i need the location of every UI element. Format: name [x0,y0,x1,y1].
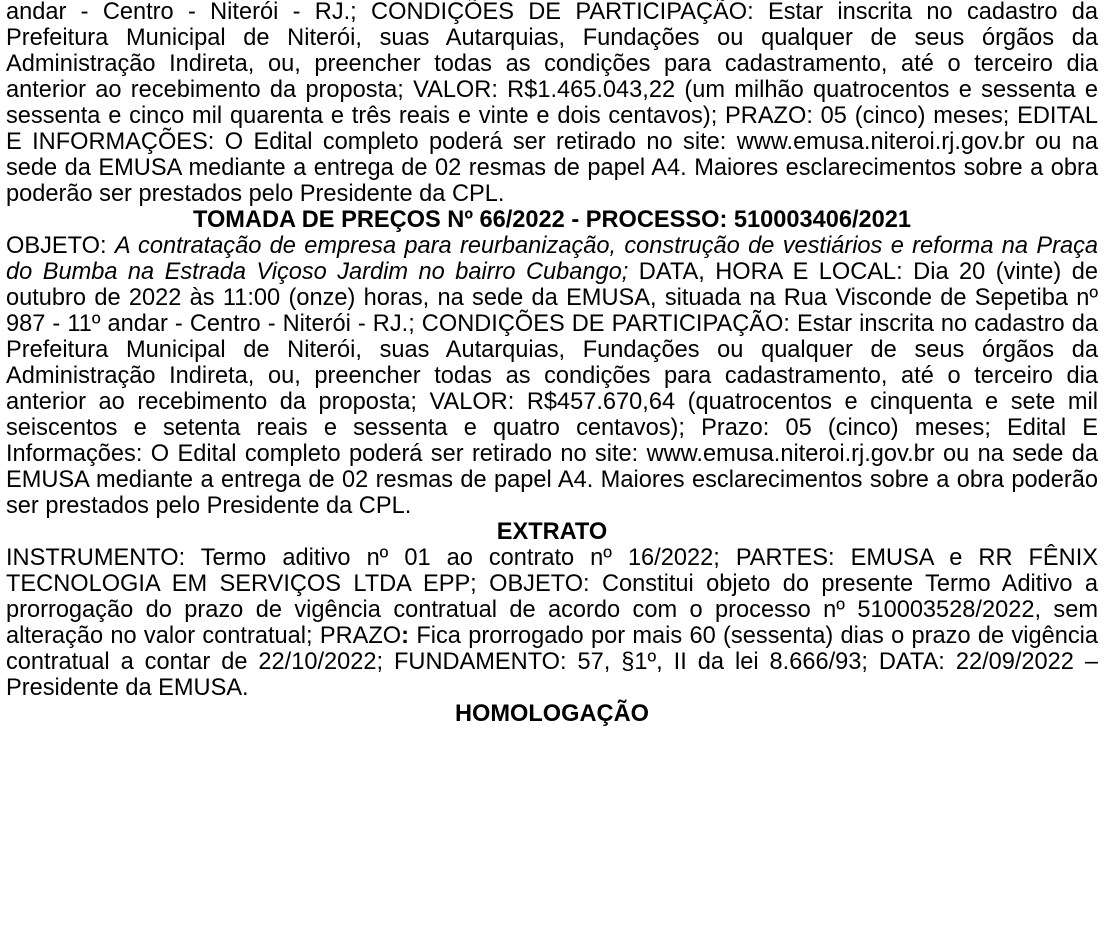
objeto-label: OBJETO: [6,233,115,259]
extrato-heading: EXTRATO [496,519,608,545]
tender-continuation-paragraph: andar - Centro - Niterói - RJ.; CONDIÇÕES DE PARTICIPAÇÃO: Estar inscrita no cadastro da Prefeitura Municipal de Niterói, suas Autarquias, Fundações ou qualquer de seus órgãos da Administração Indireta, ou, preencher todas as condições para cadastramento, até o terceiro dia anterior ao recebimento da proposta; VALOR: R$1.465.043,22 (um milhão quatrocentos e sessenta e sessenta e cinco mil quarenta e três reais e vinte e dois centavos); PRAZO: 05 (cinco) meses; EDITAL E INFORMAÇÕES: O Edital completo poderá ser retirado no site: www.emusa.niteroi.rj.gov.br ou na sede da EMUSA mediante a entrega de 02 resmas de papel A4. Maiores esclarecimentos sobre a obra poderão ser prestados pelo Presidente da CPL. [6,0,1098,207]
homologacao-heading: HOMOLOGAÇÃO [455,701,649,727]
tender-66-2022-details: DATA, HORA E LOCAL: Dia 20 (vinte) de outubro de 2022 às 11:00 (onze) horas, na sede da EMUSA, situada na Rua Visconde de Sepetiba nº 987 - 11º andar - Centro - Niterói - RJ.; CONDIÇÕES DE PARTICIPAÇÃO: Estar inscrita no cadastro da Prefeitura Municipal de Niterói, suas Autarquias, Fundações ou qualquer de seus órgãos da Administração Indireta, ou, preencher todas as condições para cadastramento, até o terceiro dia anterior ao recebimento da proposta; VALOR: R$457.670,64 (quatrocentos e cinquenta e sete mil seiscentos e setenta reais e sessenta e quatro centavos); Prazo: 05 (cinco) meses; Edital E Informações: O Edital completo poderá ser retirado no site: www.emusa.niteroi.rj.gov.br ou na sede da EMUSA mediante a entrega de 02 resmas de papel A4. Maiores esclarecimentos sobre a obra poderão ser prestados pelo Presidente da CPL. [6,259,1098,519]
extrato-text-part2: Fica prorrogado por mais 60 (sessenta) dias o prazo de vigência contratual a contar de 22/10/2022; FUNDAMENTO: 57, §1º, II da lei 8.666/93; DATA: 22/09/2022 – Presidente da EMUSA. [6,623,1099,701]
objeto-description: A contratação de empresa para reurbanização, construção de vestiários e reforma na Praça do Bumba na Estrada Viçoso Jardim no bairro Cubango; [6,233,1098,285]
extrato-paragraph [6,545,1098,701]
tender-66-2022-heading: TOMADA DE PREÇOS Nº 66/2022 - PROCESSO: 510003406/2021 [192,207,912,233]
extrato-text-part1: INSTRUMENTO: Termo aditivo nº 01 ao contrato nº 16/2022; PARTES: EMUSA e RR FÊNIX TECNOLOGIA EM SERVIÇOS LTDA EPP; OBJETO: Constitui objeto do presente Termo Aditivo a prorrogação do prazo de vigência contratual de acordo com o processo nº 510003528/2022, sem alteração no valor contratual; PRAZO [6,545,1098,649]
document-page [6,0,1098,727]
tender-66-2022-paragraph [6,233,1098,519]
extrato-bold-colon: : [401,623,410,649]
